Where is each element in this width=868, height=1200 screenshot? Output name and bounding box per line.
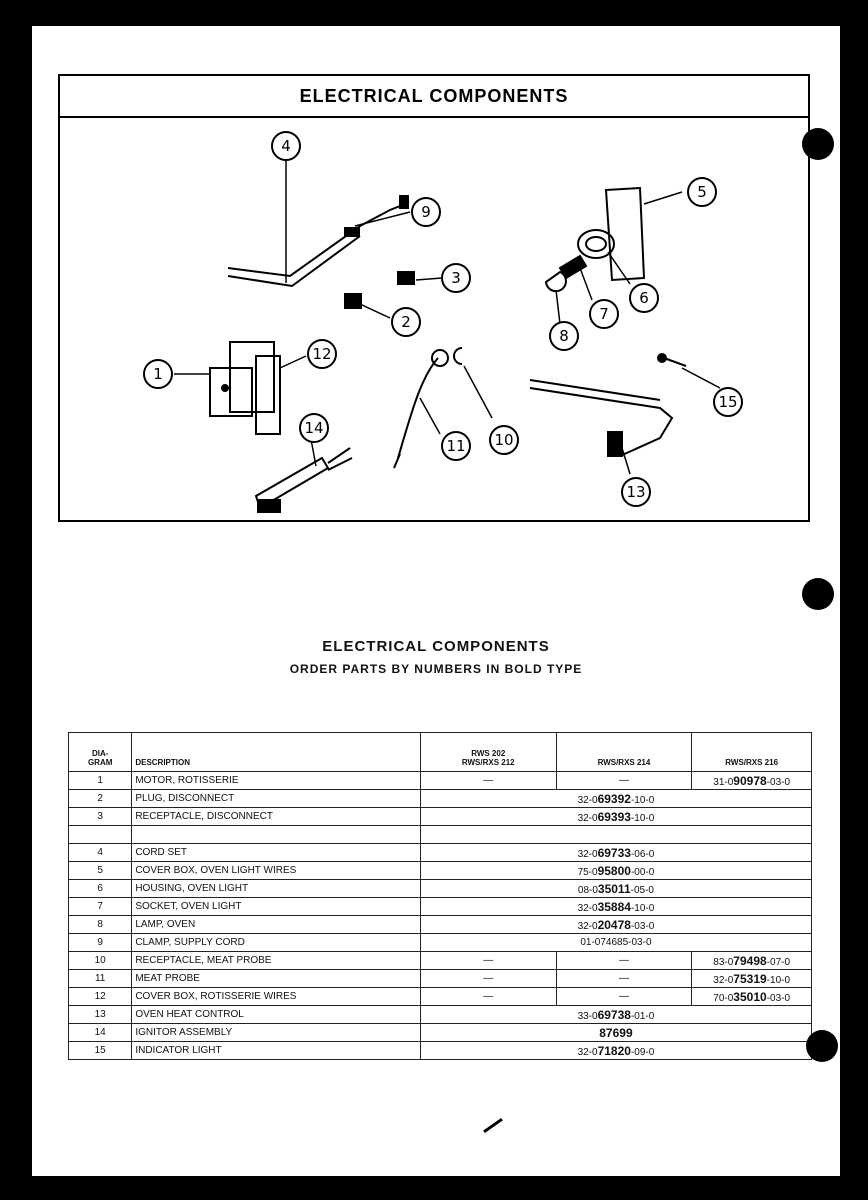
row-number: 12 <box>69 988 132 1006</box>
row-number: 9 <box>69 934 132 952</box>
row-description: COVER BOX, OVEN LIGHT WIRES <box>132 862 421 880</box>
row-number: 2 <box>69 790 132 808</box>
row-part-number: 33-069738-01-0 <box>420 1006 811 1024</box>
row-description: IGNITOR ASSEMBLY <box>132 1024 421 1042</box>
row-description: HOUSING, OVEN LIGHT <box>132 880 421 898</box>
description-header: DESCRIPTION <box>132 733 421 772</box>
scan-mark <box>483 1118 503 1133</box>
svg-text:11: 11 <box>446 437 466 455</box>
svg-text:14: 14 <box>304 419 324 437</box>
row-description: RECEPTACLE, MEAT PROBE <box>132 952 421 970</box>
indicator-light-drawing <box>664 358 686 366</box>
plug-drawing <box>345 294 361 308</box>
table-row <box>69 862 812 880</box>
svg-text:12: 12 <box>312 345 332 363</box>
row-number: 1 <box>69 772 132 790</box>
binder-hole <box>806 1030 838 1062</box>
row-part-number: 32-035884-10-0 <box>420 898 811 916</box>
row-model-b: — <box>556 988 692 1006</box>
row-description: RECEPTACLE, DISCONNECT <box>132 808 421 826</box>
clamp-drawing <box>345 228 359 236</box>
diagram-title: ELECTRICAL COMPONENTS <box>60 76 808 118</box>
row-description: CLAMP, SUPPLY CORD <box>132 934 421 952</box>
row-number: 13 <box>69 1006 132 1024</box>
callout-14 <box>300 414 328 442</box>
row-description: MEAT PROBE <box>132 970 421 988</box>
row-model-b: — <box>556 970 692 988</box>
callout-6 <box>630 284 658 312</box>
table-row <box>69 988 812 1006</box>
table-row <box>69 880 812 898</box>
binder-hole <box>802 578 834 610</box>
model-a-header: RWS 202 RWS/RXS 212 <box>420 733 556 772</box>
receptacle-drawing <box>398 272 414 284</box>
row-part-number: 75-095800-00-0 <box>420 862 811 880</box>
row-part-number: 08-035011-05-0 <box>420 880 811 898</box>
svg-text:4: 4 <box>281 137 291 155</box>
row-model-c: 32-075319-10-0 <box>692 970 812 988</box>
row-part-number: 01-074685-03-0 <box>420 934 811 952</box>
callout-9 <box>412 198 440 226</box>
row-number: 5 <box>69 862 132 880</box>
svg-text:7: 7 <box>599 305 609 323</box>
row-description: INDICATOR LIGHT <box>132 1042 421 1060</box>
row-description: MOTOR, ROTISSERIE <box>132 772 421 790</box>
table-row <box>69 790 812 808</box>
callout-1 <box>144 360 172 388</box>
table-row <box>69 1024 812 1042</box>
table-row <box>69 1042 812 1060</box>
table-row <box>69 808 812 826</box>
table-row <box>69 898 812 916</box>
row-model-b: — <box>556 772 692 790</box>
row-description: SOCKET, OVEN LIGHT <box>132 898 421 916</box>
callout-10 <box>490 426 518 454</box>
row-part-number: 32-069733-06-0 <box>420 844 811 862</box>
table-row <box>69 952 812 970</box>
row-model-c: 83-079498-07-0 <box>692 952 812 970</box>
callout-8 <box>550 322 578 350</box>
diagram-frame <box>58 74 810 522</box>
parts-list-title: ELECTRICAL COMPONENTS <box>322 638 550 655</box>
row-number: 6 <box>69 880 132 898</box>
table-row <box>69 844 812 862</box>
row-part-number: 87699 <box>420 1024 811 1042</box>
svg-text:13: 13 <box>626 483 646 501</box>
diagram-number-header: DIA- GRAM <box>69 733 132 772</box>
table-row <box>69 934 812 952</box>
row-model-a: — <box>420 970 556 988</box>
cover-box-rotisserie-drawing <box>256 356 280 434</box>
svg-text:1: 1 <box>153 365 163 383</box>
model-b-header: RWS/RXS 214 <box>556 733 692 772</box>
cover-box-oven-light-drawing <box>606 188 644 280</box>
model-c-header: RWS/RXS 216 <box>692 733 812 772</box>
callout-7 <box>590 300 618 328</box>
row-model-c: 70-035010-03-0 <box>692 988 812 1006</box>
table-spacer-row <box>69 826 812 844</box>
parts-page <box>32 26 840 1176</box>
row-part-number: 32-020478-03-0 <box>420 916 811 934</box>
row-number: 10 <box>69 952 132 970</box>
parts-table <box>68 732 812 1060</box>
row-model-c: 31-090978-03-0 <box>692 772 812 790</box>
table-row <box>69 970 812 988</box>
oven-lamp-drawing <box>546 272 566 291</box>
svg-text:15: 15 <box>718 393 738 411</box>
svg-text:5: 5 <box>697 183 707 201</box>
svg-text:3: 3 <box>451 269 461 287</box>
row-description: OVEN HEAT CONTROL <box>132 1006 421 1024</box>
table-row <box>69 772 812 790</box>
row-number: 14 <box>69 1024 132 1042</box>
svg-text:2: 2 <box>401 313 411 331</box>
callout-12 <box>308 340 336 368</box>
svg-text:10: 10 <box>494 431 514 449</box>
row-description: COVER BOX, ROTISSERIE WIRES <box>132 988 421 1006</box>
row-model-b: — <box>556 952 692 970</box>
callout-3 <box>442 264 470 292</box>
meat-probe-drawing <box>398 358 438 458</box>
table-row <box>69 1006 812 1024</box>
row-number: 11 <box>69 970 132 988</box>
exploded-parts-diagram <box>60 118 808 518</box>
svg-text:8: 8 <box>559 327 569 345</box>
row-description: CORD SET <box>132 844 421 862</box>
row-description: LAMP, OVEN <box>132 916 421 934</box>
row-number: 15 <box>69 1042 132 1060</box>
callout-4 <box>272 132 300 160</box>
row-number: 8 <box>69 916 132 934</box>
row-part-number: 32-071820-09-0 <box>420 1042 811 1060</box>
row-part-number: 32-069393-10-0 <box>420 808 811 826</box>
meat-probe-receptacle-drawing <box>454 348 462 364</box>
row-number: 7 <box>69 898 132 916</box>
row-model-a: — <box>420 988 556 1006</box>
table-row <box>69 916 812 934</box>
table-header-row <box>69 733 812 772</box>
row-description: PLUG, DISCONNECT <box>132 790 421 808</box>
cord-set-drawing <box>228 204 405 276</box>
row-model-a: — <box>420 952 556 970</box>
callout-13 <box>622 478 650 506</box>
svg-text:6: 6 <box>639 289 649 307</box>
callout-11 <box>442 432 470 460</box>
row-part-number: 32-069392-10-0 <box>420 790 811 808</box>
row-model-a: — <box>420 772 556 790</box>
binder-hole <box>802 128 834 160</box>
callout-2 <box>392 308 420 336</box>
callout-5 <box>688 178 716 206</box>
row-number: 4 <box>69 844 132 862</box>
svg-text:9: 9 <box>421 203 431 221</box>
row-number: 3 <box>69 808 132 826</box>
parts-list-subtitle: ORDER PARTS BY NUMBERS IN BOLD TYPE <box>289 662 583 676</box>
callout-15 <box>714 388 742 416</box>
